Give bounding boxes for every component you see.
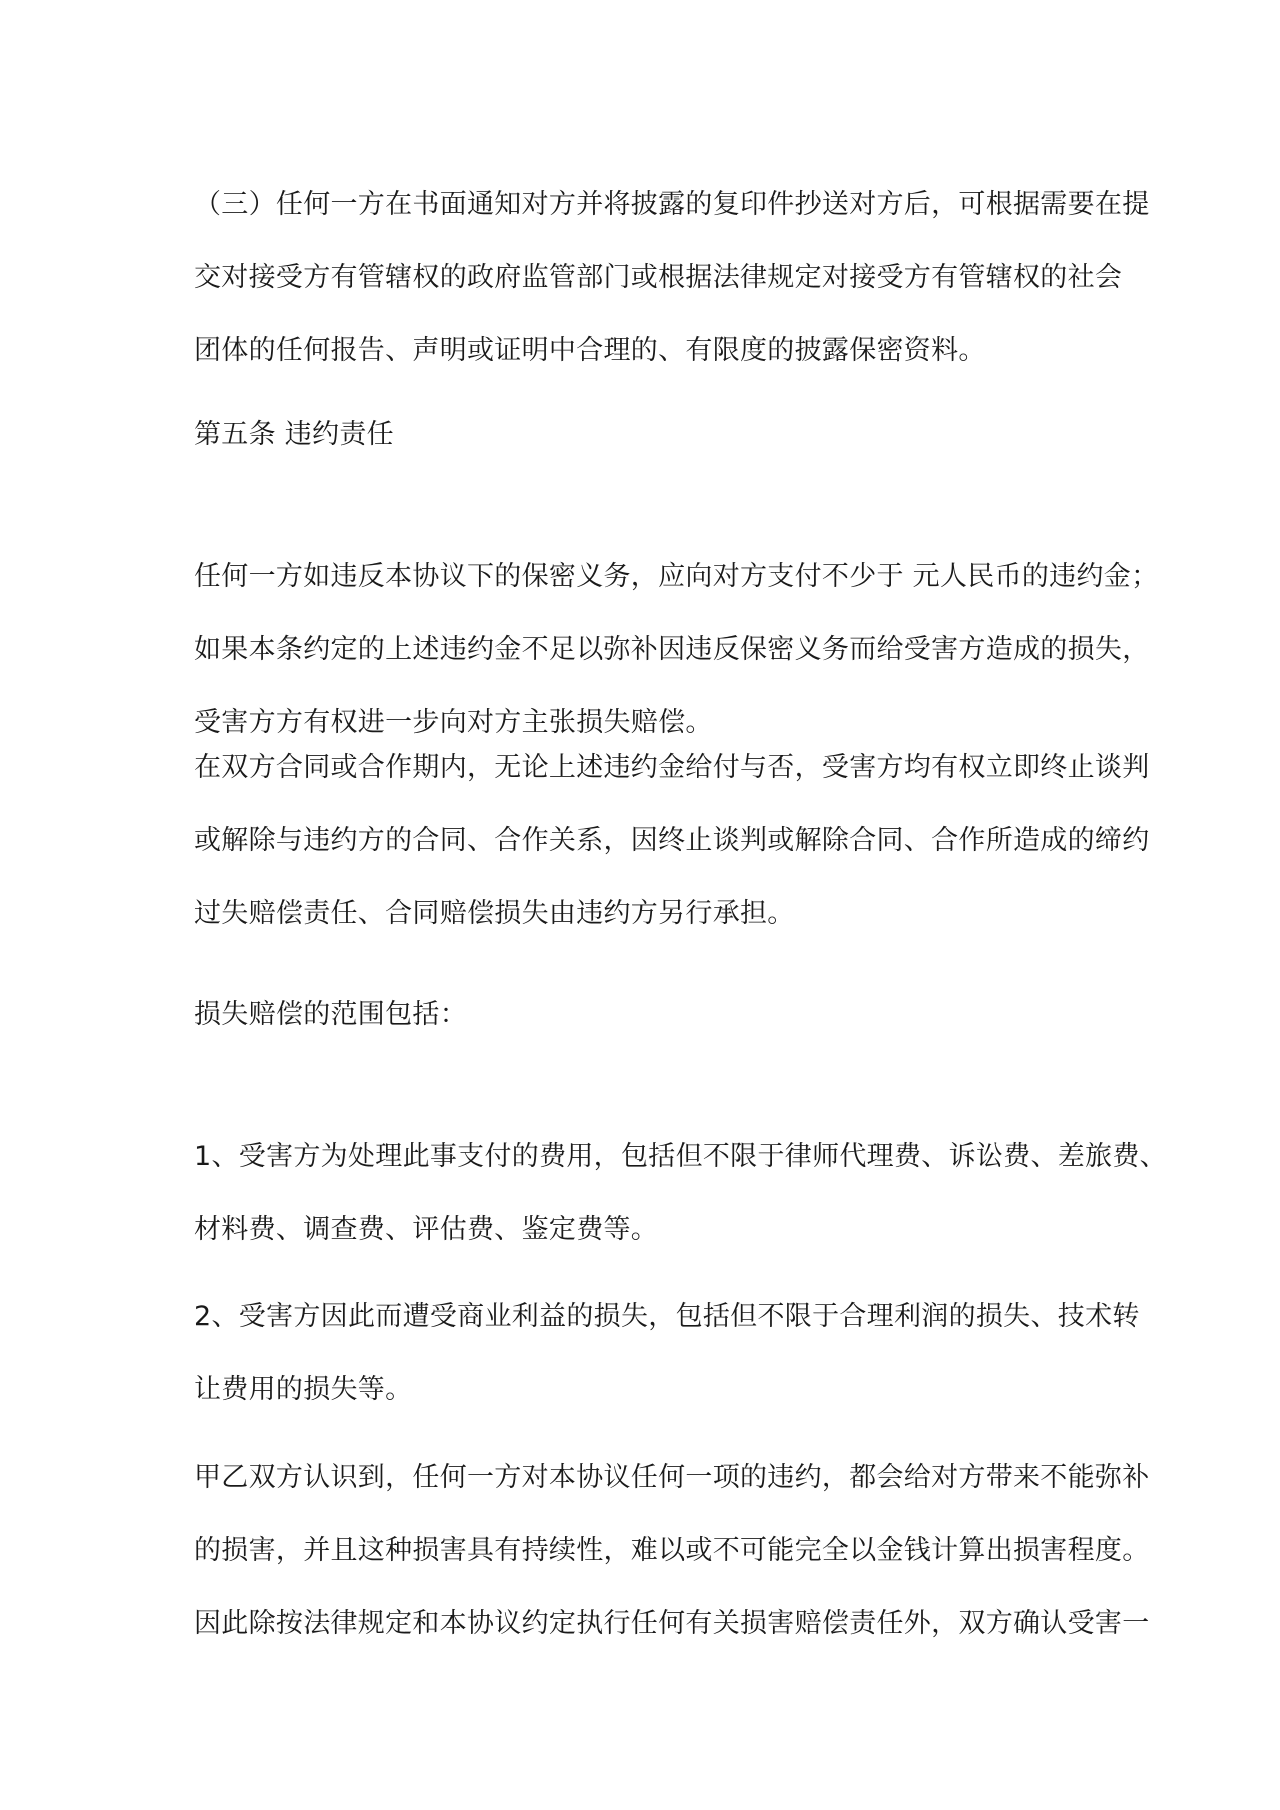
text-line: （三）任何一方在书面通知对方并将披露的复印件抄送对方后，可根据需要在提 [194, 189, 1150, 220]
text-line: 让费用的损失等。 [194, 1374, 413, 1405]
text-line: 1、受害方为处理此事支付的费用，包括但不限于律师代理费、诉讼费、差旅费、 [194, 1141, 1167, 1172]
text-line: 在双方合同或合作期内，无论上述违约金给付与否，受害方均有权立即终止谈判 [194, 752, 1150, 783]
text-line: 的损害，并且这种损害具有持续性，难以或不可能完全以金钱计算出损害程度。 [194, 1535, 1150, 1566]
text-line: 任何一方如违反本协议下的保密义务，应向对方支付不少于 元人民币的违约金； [194, 561, 1159, 592]
text-line: 受害方方有权进一步向对方主张损失赔偿。 [194, 707, 713, 738]
text-line: 交对接受方有管辖权的政府监管部门或根据法律规定对接受方有管辖权的社会 [194, 262, 1123, 293]
list-item-scope-2 [194, 1280, 1140, 1426]
paragraph-irreparable-harm [194, 1441, 1150, 1660]
text-line: 团体的任何报告、声明或证明中合理的、有限度的披露保密资料。 [194, 335, 986, 366]
paragraph-penalty [194, 540, 1158, 759]
text-line: 损失赔偿的范围包括： [194, 999, 467, 1030]
text-line: 2、受害方因此而遭受商业利益的损失，包括但不限于合理利润的损失、技术转 [194, 1301, 1140, 1332]
paragraph-termination [194, 731, 1150, 950]
list-item-scope-1 [194, 1120, 1167, 1266]
text-line: 甲乙双方认识到，任何一方对本协议任何一项的违约，都会给对方带来不能弥补 [194, 1462, 1150, 1493]
paragraph-scope-heading [194, 978, 467, 1051]
text-line: 如果本条约定的上述违约金不足以弥补因违反保密义务而给受害方造成的损失， [194, 634, 1150, 665]
text-line: 因此除按法律规定和本协议约定执行任何有关损害赔偿责任外，双方确认受害一 [194, 1608, 1150, 1639]
paragraph-disclosure-clause [194, 168, 1150, 387]
text-line: 或解除与违约方的合同、合作关系，因终止谈判或解除合同、合作所造成的缔约 [194, 825, 1150, 856]
text-line: 过失赔偿责任、合同赔偿损失由违约方另行承担。 [194, 898, 795, 929]
text-line: 材料费、调查费、评估费、鉴定费等。 [194, 1214, 659, 1245]
heading-text: 第五条 违约责任 [194, 419, 394, 450]
article-heading [194, 398, 394, 471]
